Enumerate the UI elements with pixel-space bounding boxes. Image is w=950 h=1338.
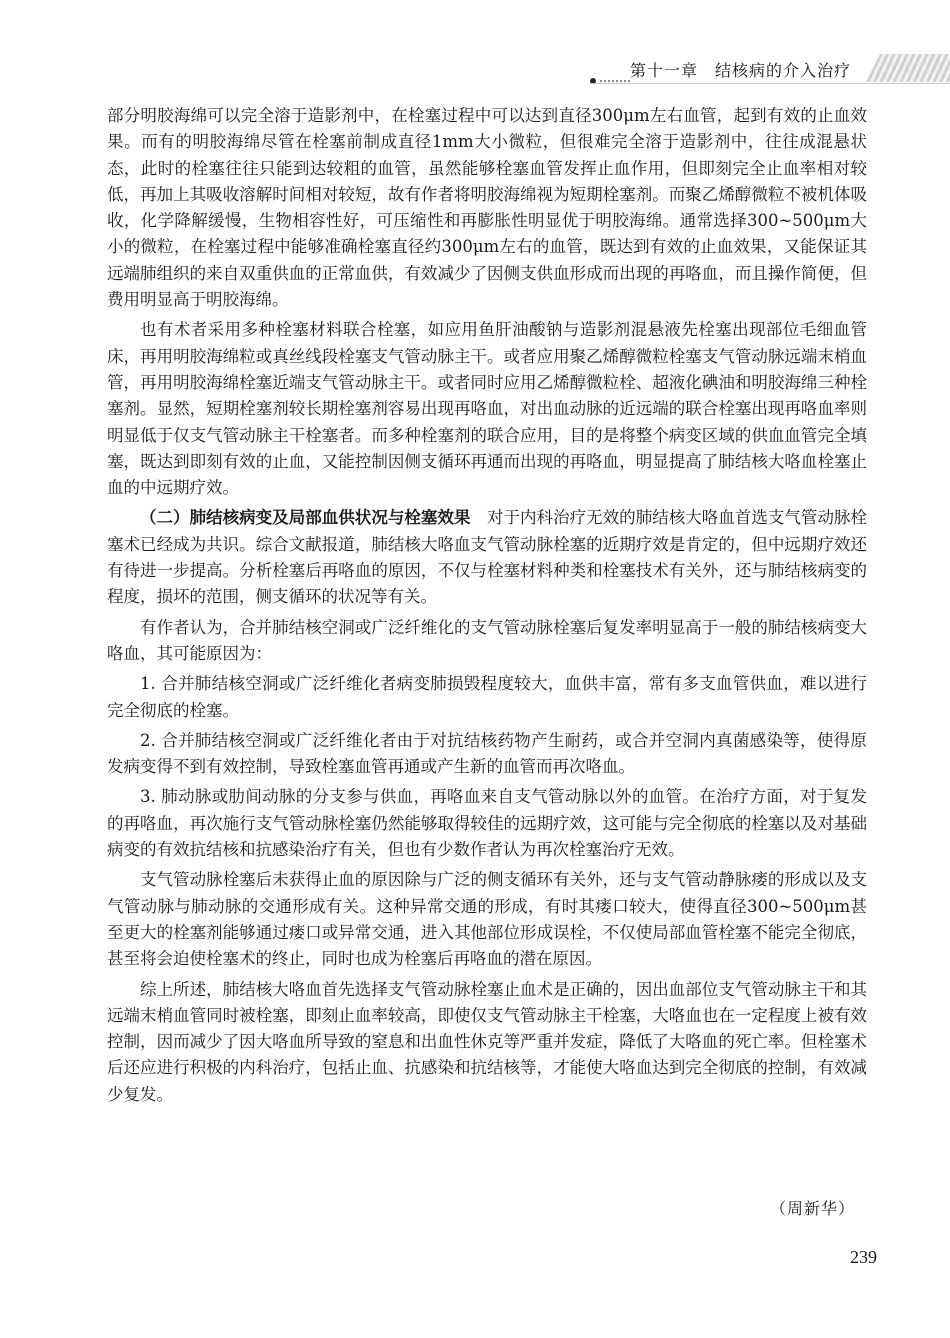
list-item: 1. 合并肺结核空洞或广泛纤维化者病变肺损毁程度较大，血供丰富，常有多支血管供血，难以进行完全彻底的栓塞。 (107, 674, 867, 720)
section-heading: （二）肺结核病变及局部血供状况与栓塞效果 (140, 508, 471, 528)
list-item: 2. 合并肺结核空洞或广泛纤维化者由于对抗结核药物产生耐药，或合并空洞内真菌感染等，使得原发病变得不到有效控制，导致栓塞血管再通或产生新的血管而再次咯血。 (107, 730, 867, 777)
paragraph-text: 对于内科治疗无效的肺结核大咯血首选支气管动脉栓塞术已经成为共识。综合文献报道，肺结核大咯血支气管动脉栓塞的近期疗效是肯定的，但中远期疗效还有待进一步提高。分析栓塞后再咯血的原因，不仅与栓塞材料种类和栓塞技术有关外，还与肺结核病变的程度，损坏的范围，侧支循环的状况等有关。 (107, 508, 868, 607)
paragraph-with-heading (107, 505, 867, 610)
author-attribution: （周新华） (770, 1199, 856, 1218)
paragraph: 支气管动脉栓塞后未获得止血的原因除与广泛的侧支循环有关外，还与支气管动静脉瘘的形成以及支气管动脉与肺动脉的交通形成有关。这种异常交通的形成，有时其瘘口较大，使得直径300~500μm甚至更大的栓塞剂能够通过瘘口或异常交通，进入其他部位形成误栓，不仅使局部血管栓塞不能完全彻底，甚至将会迫使栓塞术的终止，同时也成为栓塞后再咯血的潜在原因。 (107, 870, 867, 969)
paragraph: 也有术者采用多种栓塞材料联合栓塞，如应用鱼肝油酸钠与造影剂混悬液先栓塞出现部位毛细血管床，再用明胶海绵粒或真丝线段栓塞支气管动脉主干。或者应用聚乙烯醇微粒栓塞支气管动脉远端末梢血管，再用明胶海绵栓塞近端支气管动脉主干。或者同时应用乙烯醇微粒栓、超液化碘油和明胶海绵三种栓塞剂。显然，短期栓塞剂较长期栓塞剂容易出现再咯血，对出血动脉的近远端的联合栓塞出现再咯血率则明显低于仅支气管动脉主干栓塞者。而多种栓塞剂的联合应用，目的是将整个病变区域的供血血管完全填塞，既达到即刻有效的止血，又能控制因侧支循环再通而出现的再咯血，明显提高了肺结核大咯血栓塞止血的中远期疗效。 (107, 320, 867, 498)
paragraph: 部分明胶海绵可以完全溶于造影剂中，在栓塞过程中可以达到直径300μm左右血管，起到有效的止血效果。而有的明胶海绵尽管在栓塞前制成直径1mm大小微粒，但很难完全溶于造影剂中，往往成混悬状态，此时的栓塞往往只能到达较粗的血管，虽然能够栓塞血管发挥止血作用，但即刻完全止血率相对较低，再加上其吸收溶解时间相对较短，故有作者将明胶海绵视为短期栓塞剂。而聚乙烯醇微粒不被机体吸收，化学降解缓慢，生物相容性好，可压缩性和再膨胀性明显优于明胶海绵。通常选择300~500μm大小的微粒，在栓塞过程中能够准确栓塞直径约300μm左右的血管，既达到有效的止血效果，又能保证其远端肺组织的来自双重供血的正常血供，有效减少了因侧支供血形成而出现的再咯血，而且操作简便，但费用明显高于明胶海绵。 (107, 106, 867, 310)
running-header (590, 52, 950, 86)
paragraph: 综上所述，肺结核大咯血首先选择支气管动脉栓塞止血术是正确的，因出血部位支气管动脉主干和其远端末梢血管同时被栓塞，即刻止血率较高，即使仅支气管动脉主干栓塞，大咯血也在一定程度上被有效控制，因而减少了因大咯血所导致的窒息和出血性休克等严重并发症，降低了大咯血的死亡率。但栓塞术后还应进行积极的内科治疗，包括止血、抗感染和抗结核等，才能使大咯血达到完全彻底的控制，有效减少复发。 (107, 979, 867, 1104)
list-item: 3. 肺动脉或肋间动脉的分支参与供血，再咯血来自支气管动脉以外的血管。在治疗方面，对于复发的再咯血，再次施行支气管动脉栓塞仍然能够取得较佳的远期疗效，这可能与完全彻底的栓塞以及对基础病变的有效抗结核和抗感染治疗有关，但也有少数作者认为再次栓塞治疗无效。 (107, 787, 867, 860)
page-number: 239 (850, 1247, 877, 1267)
body-text (107, 103, 867, 1112)
header-stripe-decoration (866, 54, 950, 82)
header-rule (590, 83, 950, 84)
chapter-title: 第十一章 结核病的介入治疗 (630, 61, 852, 80)
paragraph: 有作者认为，合并肺结核空洞或广泛纤维化的支气管动脉栓塞后复发率明显高于一般的肺结核病变大咯血，其可能原因为： (107, 617, 867, 663)
